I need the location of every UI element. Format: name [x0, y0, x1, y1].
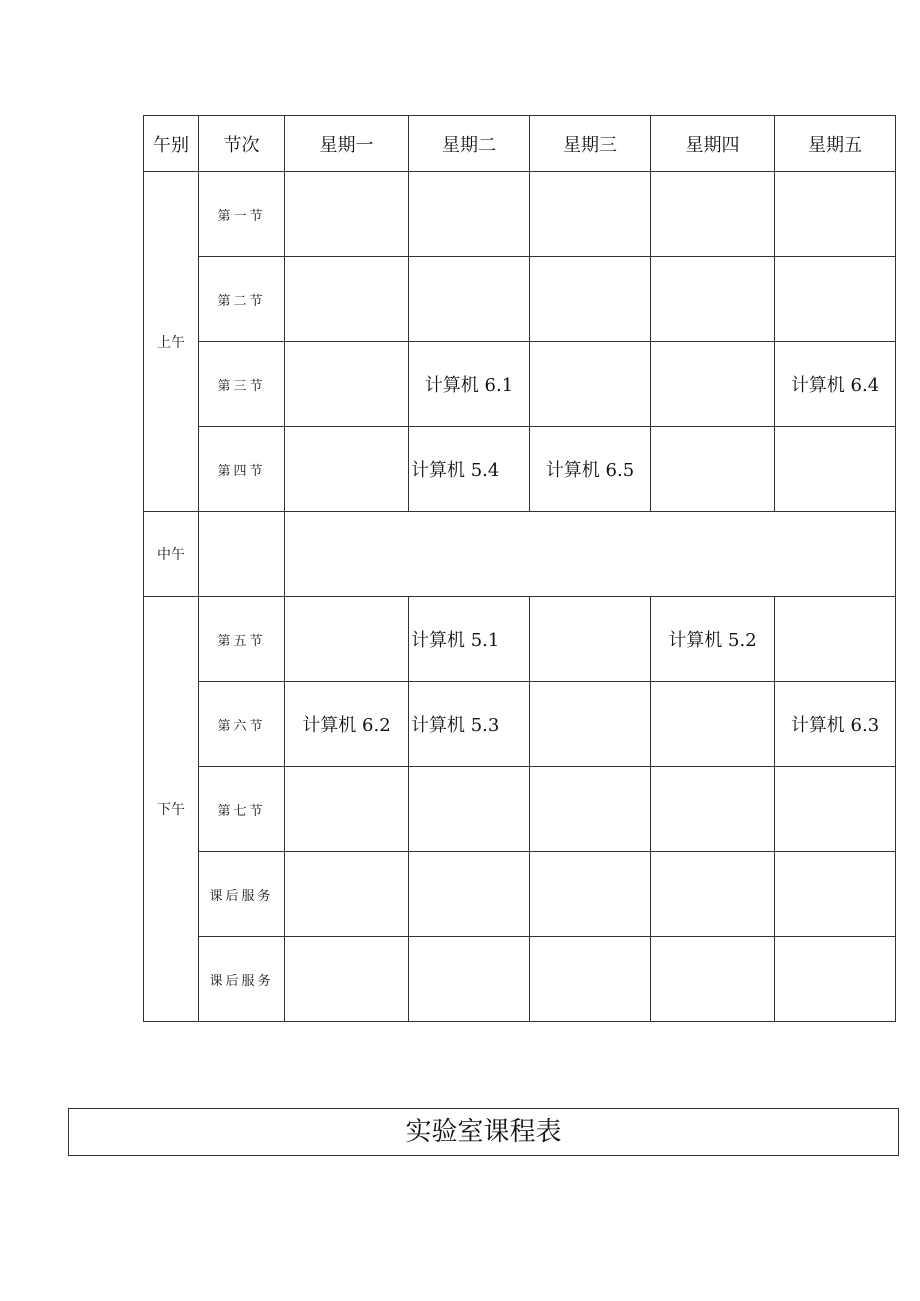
schedule-cell [285, 257, 409, 342]
period-label: 课后服务 [199, 852, 285, 937]
schedule-cell [409, 767, 530, 852]
header-period: 节次 [199, 116, 285, 172]
schedule-cell [530, 172, 651, 257]
header-monday: 星期一 [285, 116, 409, 172]
schedule-cell: 计算机 6.2 [285, 682, 409, 767]
table-row [144, 767, 896, 852]
schedule-cell: 计算机 6.5 [530, 427, 651, 512]
header-friday: 星期五 [775, 116, 896, 172]
table-row [144, 257, 896, 342]
schedule-cell [651, 427, 775, 512]
schedule-cell [285, 342, 409, 427]
schedule-cell [651, 257, 775, 342]
period-label: 第六节 [199, 682, 285, 767]
schedule-cell [285, 767, 409, 852]
schedule-cell: 计算机 5.4 [409, 427, 530, 512]
period-label: 课后服务 [199, 937, 285, 1022]
schedule-cell [775, 852, 896, 937]
schedule-cell [775, 427, 896, 512]
period-label: 第七节 [199, 767, 285, 852]
table-row [144, 852, 896, 937]
half-afternoon: 下午 [144, 597, 199, 1022]
period-label: 第二节 [199, 257, 285, 342]
schedule-cell [409, 852, 530, 937]
table-row [144, 597, 896, 682]
schedule-cell [409, 257, 530, 342]
schedule-cell: 计算机 5.2 [651, 597, 775, 682]
table-row [144, 172, 896, 257]
noon-break-cell [285, 512, 896, 597]
period-label: 第四节 [199, 427, 285, 512]
period-label: 第五节 [199, 597, 285, 682]
half-noon: 中午 [144, 512, 199, 597]
schedule-cell: 计算机 6.4 [775, 342, 896, 427]
noon-period-cell [199, 512, 285, 597]
table-row [144, 342, 896, 427]
schedule-cell [530, 597, 651, 682]
header-thursday: 星期四 [651, 116, 775, 172]
schedule-cell: 计算机 6.1 [409, 342, 530, 427]
schedule-cell: 计算机 5.1 [409, 597, 530, 682]
schedule-cell [530, 852, 651, 937]
schedule-cell [775, 937, 896, 1022]
schedule-cell [409, 937, 530, 1022]
header-row [144, 116, 896, 172]
schedule-cell [530, 767, 651, 852]
schedule-cell [651, 937, 775, 1022]
period-label: 第三节 [199, 342, 285, 427]
noon-row [144, 512, 896, 597]
schedule-cell [530, 682, 651, 767]
schedule-cell [530, 342, 651, 427]
table-row [144, 682, 896, 767]
schedule-cell [651, 852, 775, 937]
schedule-cell [775, 257, 896, 342]
page-title: 实验室课程表 [68, 1108, 899, 1156]
header-half: 午别 [144, 116, 199, 172]
schedule-cell [775, 597, 896, 682]
schedule-cell [285, 597, 409, 682]
schedule-cell [285, 427, 409, 512]
schedule-cell [651, 767, 775, 852]
schedule-cell [651, 172, 775, 257]
schedule-cell: 计算机 6.3 [775, 682, 896, 767]
schedule-cell [530, 257, 651, 342]
schedule-cell [409, 172, 530, 257]
schedule-cell: 计算机 5.3 [409, 682, 530, 767]
table-row [144, 937, 896, 1022]
schedule-table [143, 115, 896, 1022]
header-tuesday: 星期二 [409, 116, 530, 172]
period-label: 第一节 [199, 172, 285, 257]
schedule-cell [530, 937, 651, 1022]
schedule-cell [285, 937, 409, 1022]
header-wednesday: 星期三 [530, 116, 651, 172]
schedule-cell [775, 767, 896, 852]
half-morning: 上午 [144, 172, 199, 512]
schedule-cell [651, 342, 775, 427]
table-row [144, 427, 896, 512]
schedule-cell [651, 682, 775, 767]
schedule-cell [775, 172, 896, 257]
schedule-cell [285, 852, 409, 937]
schedule-cell [285, 172, 409, 257]
